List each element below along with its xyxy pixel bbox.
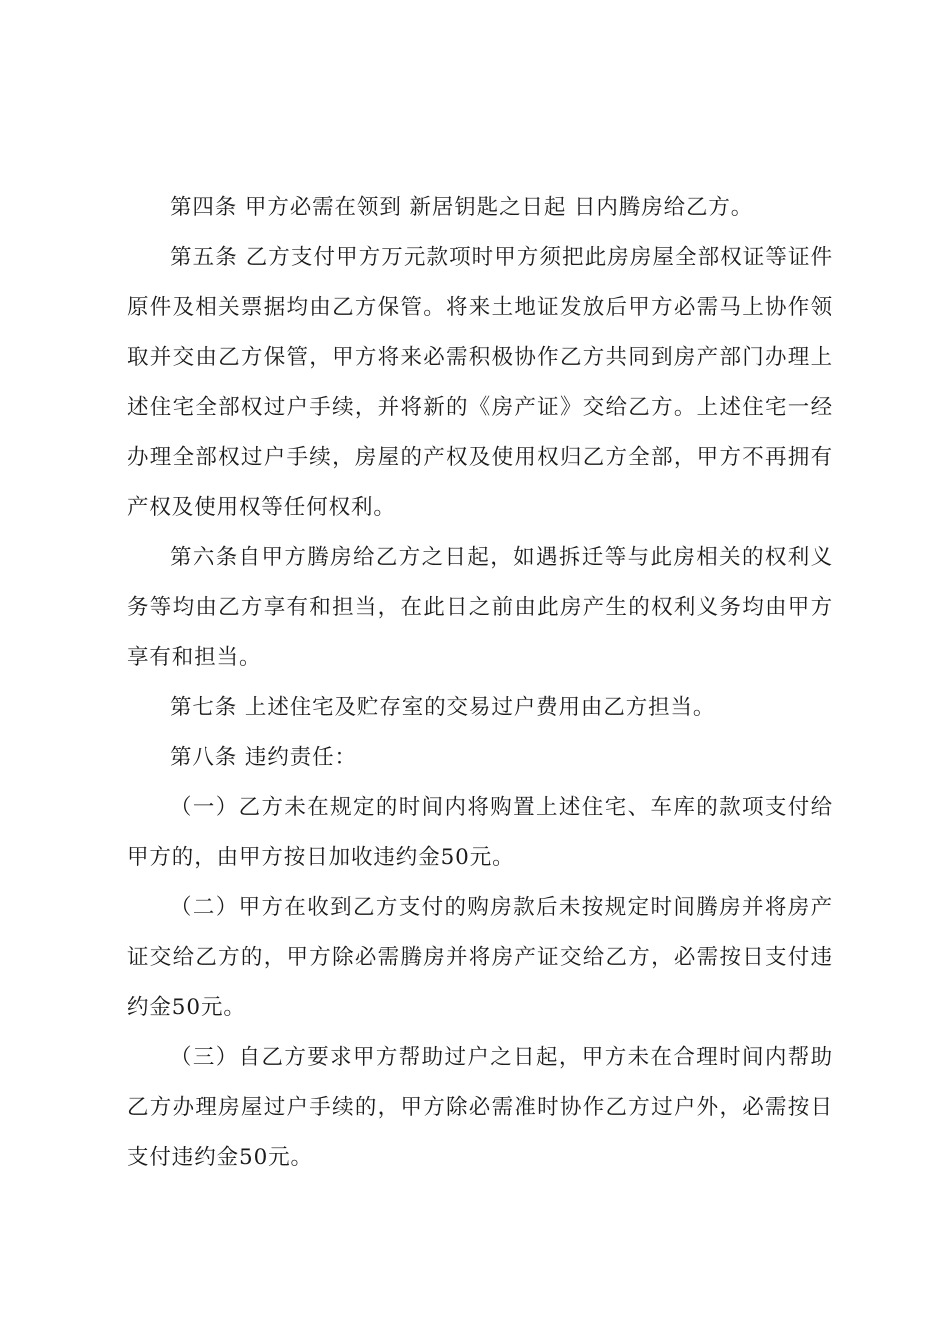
clause-7-paragraph: 第七条 上述住宅及贮存室的交易过户费用由乙方担当。 — [170, 695, 716, 720]
liability-item-2: （二）甲方在收到乙方支付的购房款后未按规定时间腾房并将房产证交给乙方的，甲方除必需腾房并将房产证交给乙方，必需按日支付违约金50元。 — [127, 895, 833, 1020]
clause-6-paragraph: 第六条自甲方腾房给乙方之日起，如遇拆迁等与此房相关的权利义务等均由乙方享有和担当，在此日之前由此房产生的权利义务均由甲方享有和担当。 — [127, 545, 833, 670]
clause-5-paragraph: 第五条 乙方支付甲方万元款项时甲方须把此房房屋全部权证等证件原件及相关票据均由乙方保管。将来土地证发放后甲方必需马上协作领取并交由乙方保管，甲方将来必需积极协作乙方共同到房产部门办理上述住宅全部权过户手续，并将新的《房产证》交给乙方。上述住宅一经办理全部权过户手续，房屋的产权及使用权归乙方全部，甲方不再拥有产权及使用权等任何权利。 — [127, 245, 833, 520]
liability-item-3: （三）自乙方要求甲方帮助过户之日起，甲方未在合理时间内帮助乙方办理房屋过户手续的，甲方除必需准时协作乙方过户外，必需按日支付违约金50元。 — [127, 1045, 833, 1170]
document-body — [127, 183, 833, 1183]
clause-4-paragraph: 第四条 甲方必需在领到 新居钥匙之日起 日内腾房给乙方。 — [170, 195, 754, 220]
clause-8-heading: 第八条 违约责任： — [170, 745, 357, 770]
liability-item-1: （一）乙方未在规定的时间内将购置上述住宅、车库的款项支付给甲方的，由甲方按日加收违约金50元。 — [127, 795, 833, 870]
